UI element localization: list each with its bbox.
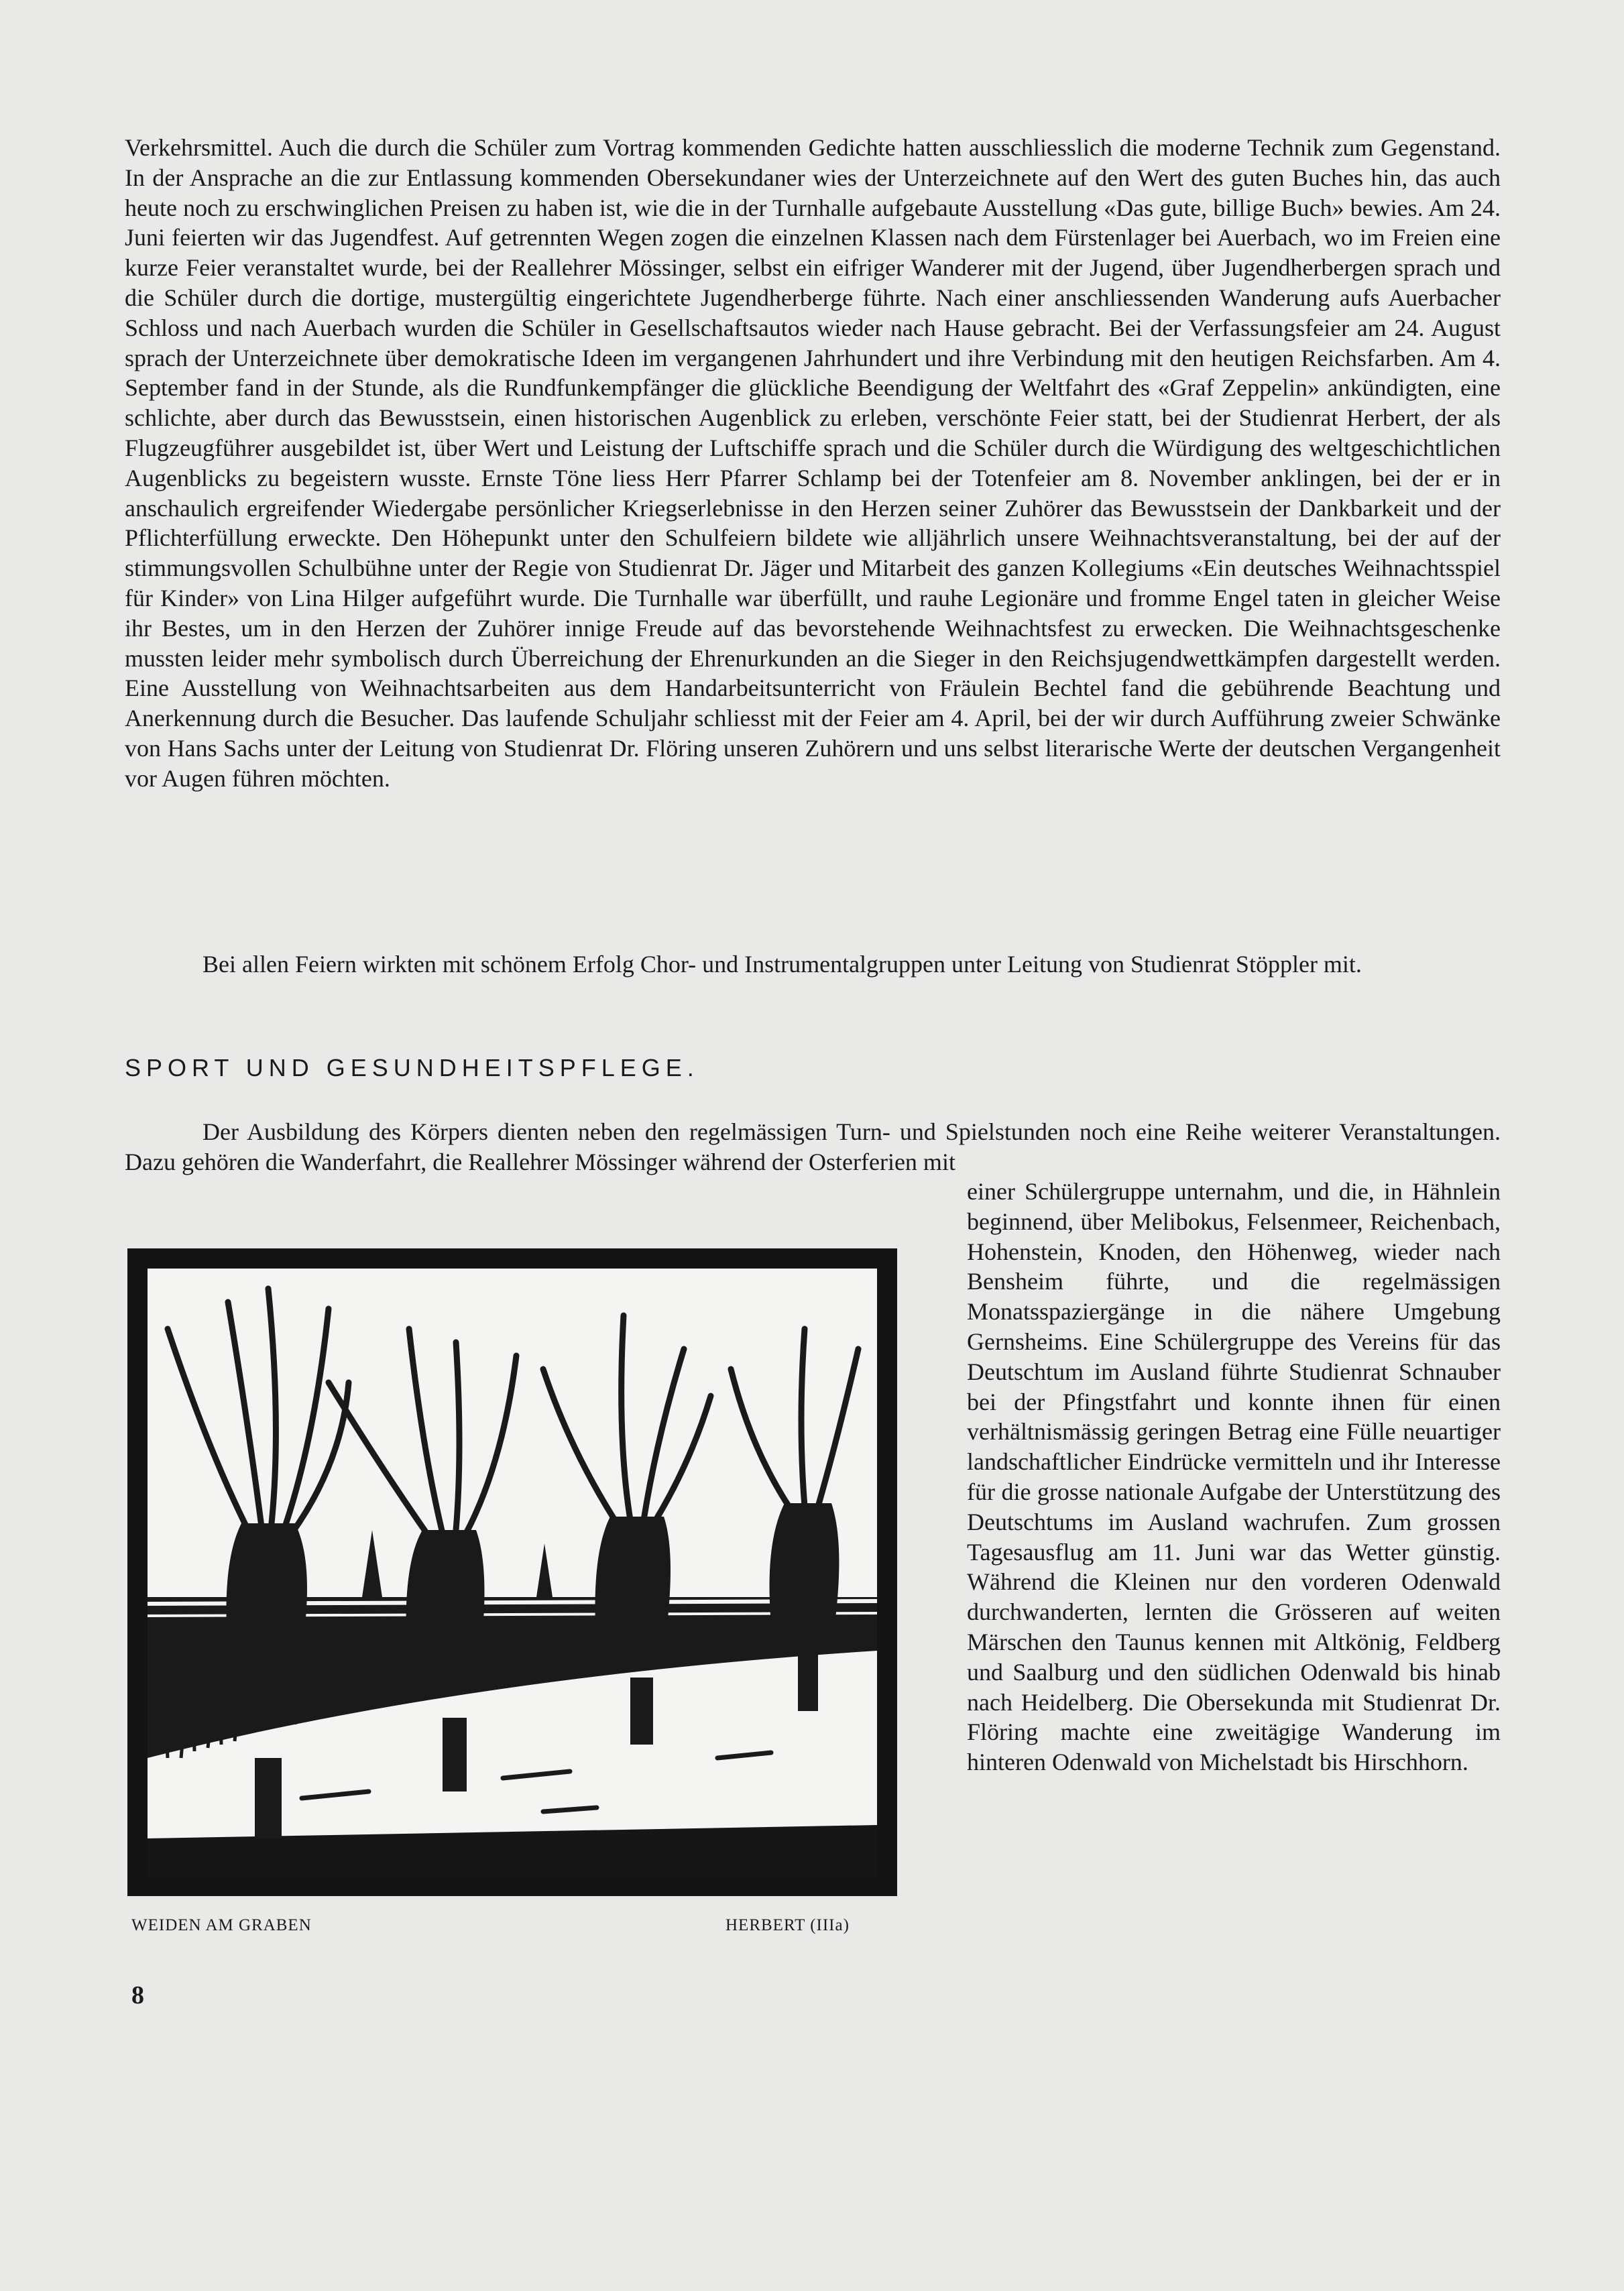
paragraph-text: Verkehrsmittel. Auch die durch die Schüler zum Vortrag kommenden Gedichte hatten ausschliesslich die moderne Technik zum Gegenstand. In der Ansprache an die zur Entlassung kommenden Obersekundaner wies der Unterzeichnete auf den Wert des guten Buches hin, das auch heute noch zu erschwinglichen Preisen zu haben ist, wie die in der Turnhalle aufgebaute Ausstellung «Das gute, billige Buch» bewies. Am 24. Juni feierten wir das Jugendfest. Auf getrennten Wegen zogen die einzelnen Klassen nach dem Fürstenlager bei Auerbach, wo im Freien eine kurze Feier veranstaltet wurde, bei der Reallehrer Mössinger, selbst ein eifriger Wanderer mit der Jugend, über Jugendherbergen sprach und die Schüler durch die dortige, mustergültig eingerichtete Jugendherberge führte. Nach einer anschliessenden Wanderung aufs Auerbacher Schloss und nach Auerbach wurden die Schüler in Gesellschaftsautos wieder nach Hause gebracht. Bei der Verfassungsfeier am 24. August sprach der Unterzeichnete über demokratische Ideen im vergangenen Jahrhundert und ihre Verbindung mit den heutigen Reichsfarben. Am 4. September fand in der Stunde, als die Rundfunkempfänger die glückliche Beendigung der Weltfahrt des «Graf Zeppelin» ankündigten, eine schlichte, aber durch das Bewusstsein, einen historischen Augenblick zu erleben, verschönte Feier statt, bei der Studienrat Herbert, der als Flugzeugführer ausgebildet ist, über Wert und Leistung der Luftschiffe sprach und die Schüler durch die Würdigung des weltgeschichtlichen Augenblicks zu begeistern wusste. Ernste Töne liess Herr Pfarrer Schlamp bei der Totenfeier am 8. November anklingen, bei der er in anschaulich ergreifender Wiedergabe persönlicher Kriegserlebnisse in den Herzen seiner Zuhörer das Bewusstsein der Dankbarkeit und der Pflichterfüllung erweckte. Den Höhepunkt unter den Schulfeiern bildete wie alljährlich unsere Weihnachtsveranstaltung, bei der auf der stimmungsvollen Schulbühne unter der Regie von Studienrat Dr. Jäger und Mitarbeit des ganzen Kollegiums «Ein deutsches Weihnachtsspiel für Kinder» von Lina Hilger aufgeführt wurde. Die Turnhalle war überfüllt, und rauhe Legionäre und fromme Engel taten in gleicher Weise ihr Bestes, um in den Herzen der Zuhörer innige Freude auf das bevorstehende Weihnachtsfest zu erwecken. Die Weihnachtsgeschenke mussten leider mehr symbolisch durch Überreichung der Ehrenurkunden an die Sieger in den Reichsjugendwettkämpfen dargestellt werden. Eine Ausstellung von Weihnachtsarbeiten aus dem Handarbeitsunterricht von Fräulein Bechtel fand die gebührende Beachtung und Anerkennung durch die Besucher. Das laufende Schuljahr schliesst mit der Feier am 4. April, bei der wir durch Aufführung zweier Schwänke von Hans Sachs unter der Leitung von Studienrat Dr. Flöring unseren Zuhörern und uns selbst literarische Werte der deutschen Vergangenheit vor Augen führen möchten.: [125, 134, 1501, 792]
paragraph-text: Der Ausbildung des Körpers dienten neben den regelmässigen Turn- und Spielstunden noch eine Reihe weiterer Veranstaltungen. Dazu gehören die Wanderfahrt, die Reallehrer Mössinger während der Osterferien mit: [125, 1118, 1501, 1175]
paragraph-sport-intro: [125, 1117, 1501, 1177]
paragraph-sport-column: [967, 1177, 1501, 1777]
figure-caption-artist: HERBERT (IIIa): [726, 1916, 850, 1934]
paragraph-school-celebrations: [125, 133, 1501, 794]
page-number: 8: [131, 1981, 144, 2009]
paragraph-music-groups: [125, 949, 1501, 980]
willows-woodcut-image: [127, 1248, 897, 1896]
figure-caption-title: WEIDEN AM GRABEN: [131, 1916, 312, 1934]
paragraph-text: Bei allen Feiern wirkten mit schönem Erfolg Chor- und Instrumentalgruppen unter Leitung von Studienrat Stöppler mit.: [202, 951, 1362, 978]
paragraph-text: einer Schülergruppe unternahm, und die, in Hähnlein beginnend, über Melibokus, Felsenmeer, Reichenbach, Hohenstein, Knoden, den Höhenweg, wieder nach Bensheim führte, und die regelmässigen Monatsspaziergänge in die nähere Umgebung Gernsheims. Eine Schülergruppe des Vereins für das Deutschtum im Ausland führte Studienrat Schnauber bei der Pfingstfahrt und konnte ihnen für einen verhältnismässig geringen Betrag eine Fülle neuartiger landschaftlicher Eindrücke vermitteln und ihr Interesse für die grosse nationale Aufgabe der Unterstützung des Deutschtums im Ausland wachrufen. Zum grossen Tagesausflug am 11. Juni war das Wetter günstig. Während die Kleinen nur den vorderen Odenwald durchwanderten, lernten die Grösseren auf weiten Märschen den Taunus kennen mit Altkönig, Feldberg und Saalburg und den südlichen Odenwald bis hinab nach Heidelberg. Die Obersekunda mit Studienrat Dr. Flöring machte eine zweitägige Wanderung im hinteren Odenwald von Michelstadt bis Hirschhorn.: [967, 1178, 1501, 1776]
woodcut-illustration: [127, 1248, 897, 1896]
section-heading: SPORT UND GESUNDHEITSPFLEGE.: [125, 1054, 699, 1081]
